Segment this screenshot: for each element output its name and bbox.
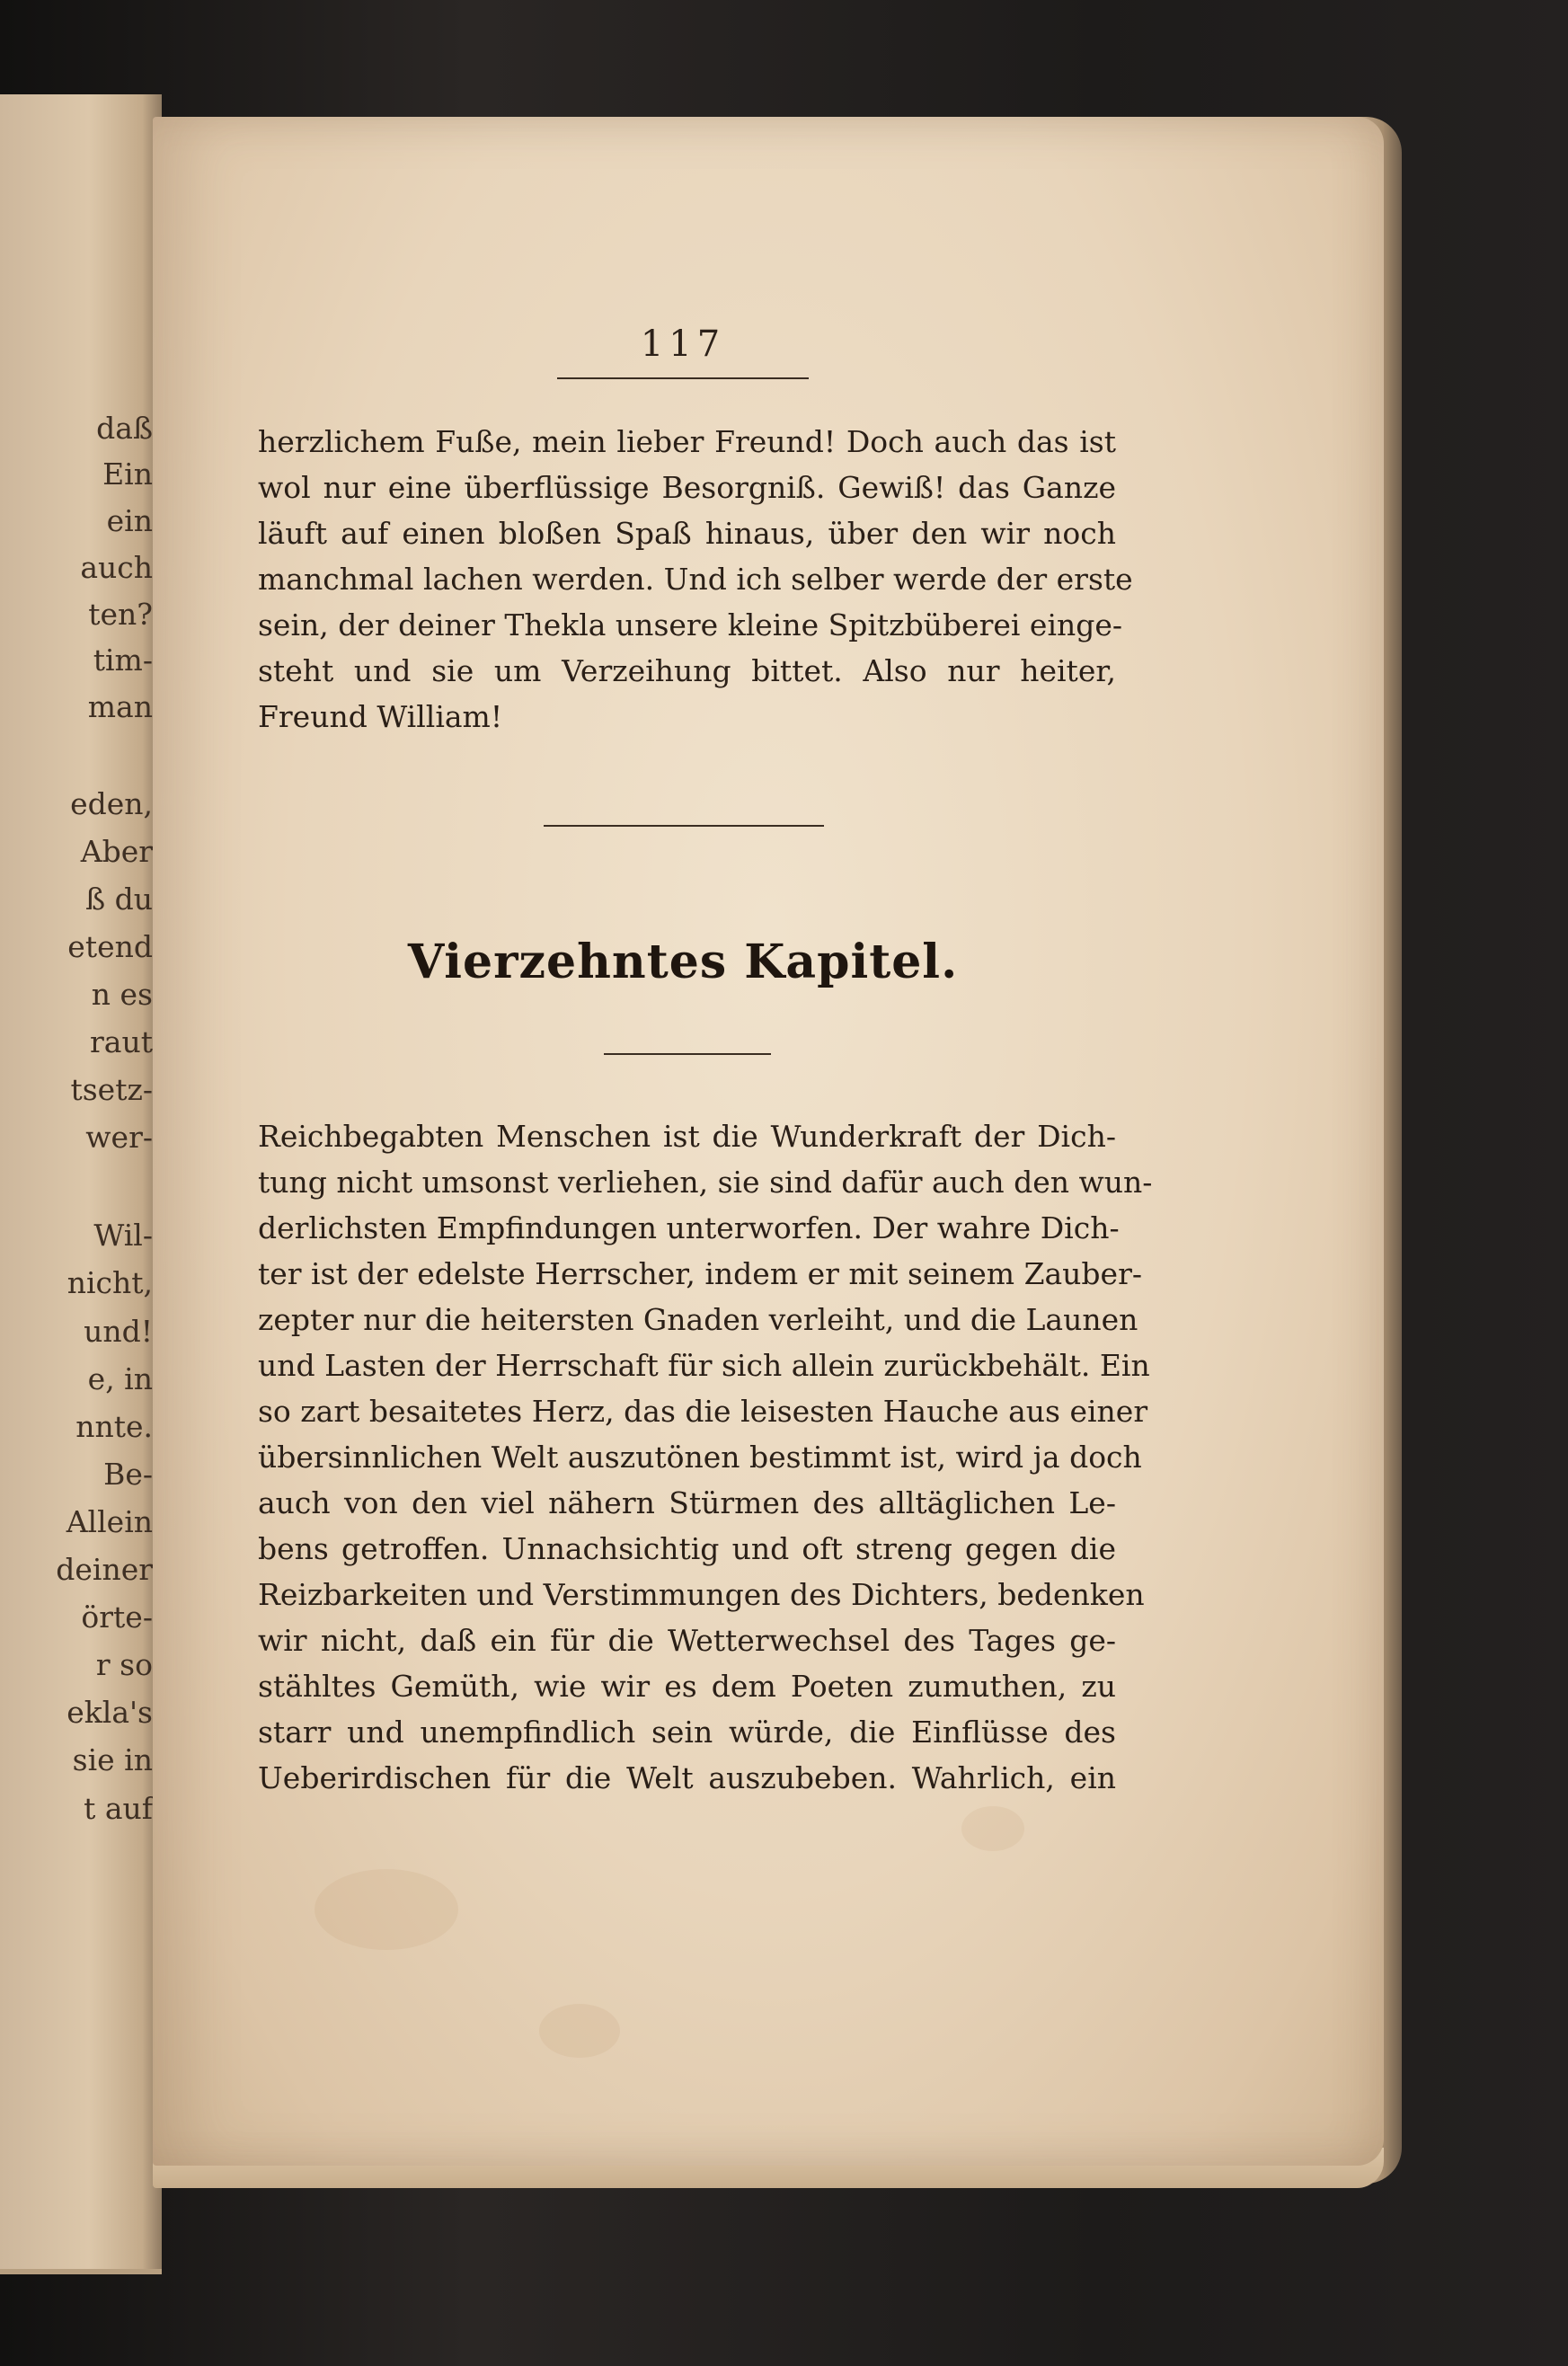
text-line: zepter nur die heitersten Gnaden verleiht, und die Launen — [258, 1302, 1138, 1337]
text-line: übersinnlichen Welt auszutönen bestimmt ist, wird ja doch — [258, 1440, 1142, 1475]
left-page-fragment: Be- — [103, 1457, 153, 1492]
left-page-fragment: und! — [84, 1314, 153, 1349]
left-page-fragment: deiner — [56, 1552, 153, 1587]
text-line: derlichsten Empfindungen unterworfen. Der wahre Dich- — [258, 1210, 1120, 1245]
chapter-rule — [604, 1053, 771, 1055]
left-page-fragment: Ein — [102, 456, 153, 492]
text-line: Reichbegabten Menschen ist die Wunderkraft der Dich- — [258, 1119, 1116, 1154]
left-page-fragment: e, in — [87, 1361, 153, 1396]
left-page-fragment: wer- — [85, 1120, 153, 1155]
text-line: herzlichem Fuße, mein lieber Freund! Doch auch das ist — [258, 424, 1116, 459]
left-page-fragment: daß — [96, 411, 153, 446]
text-line: stähltes Gemüth, wie wir es dem Poeten zumuthen, zu — [258, 1669, 1116, 1704]
text-line: wol nur eine überflüssige Besorgniß. Gewiß! das Ganze — [258, 470, 1116, 505]
text-line: bens getroffen. Unnachsichtig und oft streng gegen die — [258, 1531, 1116, 1566]
page-number: 117 — [640, 323, 726, 365]
left-page-fragment: tsetz- — [70, 1072, 153, 1107]
header-rule — [557, 377, 809, 379]
left-page-fragment: eden, — [70, 786, 153, 821]
left-page-fragment: r so — [95, 1647, 153, 1682]
text-line: läuft auf einen bloßen Spaß hinaus, über den wir noch — [258, 516, 1116, 551]
left-page-fragment: ß du — [85, 882, 153, 917]
left-page-fragment: ten? — [88, 597, 153, 632]
left-page-fragment: nnte. — [75, 1409, 153, 1444]
left-page-fragment: sie in — [72, 1742, 153, 1777]
left-page-fragment: etend — [67, 929, 153, 964]
left-page-fragment: Wil- — [93, 1218, 153, 1253]
left-page-fragment: tim- — [93, 642, 153, 678]
left-page-fragment: n es — [91, 977, 153, 1012]
text-line: tung nicht umsonst verliehen, sie sind dafür auch den wun- — [258, 1165, 1153, 1200]
paper-stain — [314, 1869, 458, 1950]
text-line: ter ist der edelste Herrscher, indem er mit seinem Zauber- — [258, 1256, 1143, 1291]
chapter-title: Vierzehntes Kapitel. — [407, 935, 959, 989]
left-page-fragment: Aber — [80, 834, 153, 869]
left-page-fragment: örte- — [81, 1599, 153, 1635]
left-page-fragment: auch — [80, 550, 153, 585]
text-line: Ueberirdischen für die Welt auszubeben. Wahrlich, ein — [258, 1760, 1116, 1795]
text-line: steht und sie um Verzeihung bittet. Also nur heiter, — [258, 653, 1116, 688]
left-page-fragment: man — [87, 689, 153, 724]
left-page-fragment: t auf — [84, 1791, 153, 1826]
left-page-fragment: Allein — [66, 1504, 153, 1539]
text-line: wir nicht, daß ein für die Wetterwechsel des Tages ge- — [258, 1623, 1116, 1658]
text-line: auch von den viel nähern Stürmen des alltäglichen Le- — [258, 1485, 1116, 1520]
text-line: Freund William! — [258, 699, 503, 734]
left-page-fragment: raut — [90, 1024, 153, 1059]
text-line: starr und unempfindlich sein würde, die Einflüsse des — [258, 1715, 1116, 1750]
left-page-fragment: ein — [106, 503, 153, 538]
paper-stain — [961, 1806, 1024, 1851]
left-page-fragment: ekla's — [66, 1695, 153, 1730]
text-line: und Lasten der Herrschaft für sich allein zurückbehält. Ein — [258, 1348, 1150, 1383]
text-line: sein, der deiner Thekla unsere kleine Spitzbüberei einge- — [258, 607, 1123, 642]
text-line: so zart besaitetes Herz, das die leisesten Hauche aus einer — [258, 1394, 1148, 1429]
paper-stain — [539, 2004, 620, 2058]
section-divider — [544, 825, 824, 827]
left-page-edge — [0, 94, 162, 2274]
text-line: manchmal lachen werden. Und ich selber werde der erste — [258, 562, 1133, 597]
left-page-fragment: nicht, — [66, 1265, 153, 1300]
text-line: Reizbarkeiten und Verstimmungen des Dichters, bedenken — [258, 1577, 1145, 1612]
